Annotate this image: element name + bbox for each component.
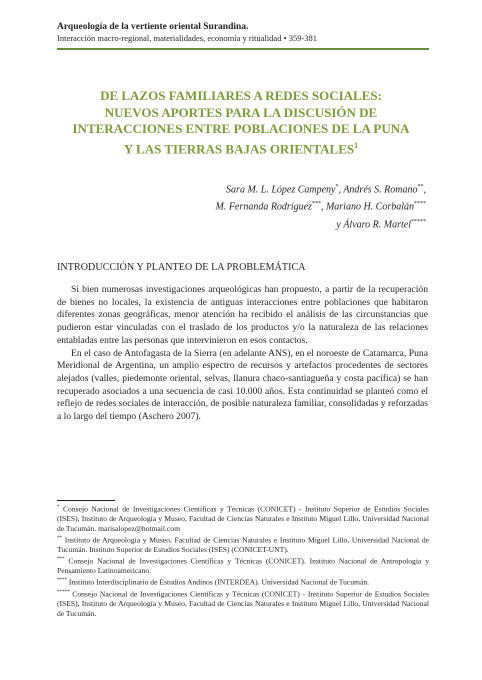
footnote <box>57 534 429 555</box>
footnote-mark: * <box>57 505 60 510</box>
footnote-text: Consejo Nacional de Investigaciones Científicas y Técnicas (CONICET). Instituto Nacional de Antropología y Pensamiento Latinoamericano. <box>57 556 429 576</box>
title-line-4 <box>40 138 442 158</box>
footnote-text: Instituto Interdisciplinario de Estudios Andinos (INTERDEA). Universidad Nacional de Tucumán. <box>67 577 370 587</box>
footnote-text: Consejo Nacional de Investigaciones Científicas y Técnicas (CONICET) - Instituto Superior de Estudios Sociales (ISES), Instituto de Arqueología y Museo, Facultad de Ciencias Naturales e Instituto Miguel Lillo, Universidad Nacional de Tucumán. marisalopez@hotmail.com <box>57 504 429 534</box>
author-separator: , <box>338 184 344 196</box>
footnote-text: Instituto de Arqueología y Museo, Facultad de Ciencias Naturales e Instituto Miguel Lillo, Universidad Nacional de Tucumán. Instituto Superior de Estudios Sociales (ISES) (CONICET-UNT). <box>57 535 429 555</box>
footnote-mark: ***** <box>57 589 70 595</box>
author-name: Sara M. L. López Campeny <box>226 184 336 196</box>
author-mark: ***** <box>411 218 426 225</box>
author-mark: **** <box>414 201 426 208</box>
running-header <box>57 21 437 44</box>
author-name: Mariano H. Corbalán <box>325 201 414 213</box>
author-conjunction: y <box>336 218 344 230</box>
footnote <box>57 588 429 619</box>
author-mark: * <box>335 184 339 190</box>
body-text <box>57 284 428 424</box>
footnote <box>57 555 429 576</box>
author-name: M. Fernanda Rodríguez <box>215 201 312 213</box>
footnote-mark: ** <box>57 535 62 541</box>
author-line-2 <box>216 197 426 214</box>
title-footnote-mark: 1 <box>354 140 359 150</box>
author-line-1 <box>216 180 426 197</box>
title-line-2: NUEVOS APORTES PARA LA DISCUSIÓN DE <box>104 104 378 120</box>
footnotes <box>57 503 429 618</box>
author-mark: ** <box>417 184 424 190</box>
author-line-3 <box>216 215 426 232</box>
author-list <box>216 180 426 232</box>
author-mark: *** <box>311 201 321 208</box>
journal-subtitle-text: Interacción macro-regional, materialidades, economía y ritualidad <box>57 33 282 43</box>
title-line-3: INTERACCIONES ENTRE POBLACIONES DE LA PUNA <box>72 121 410 136</box>
footnote <box>57 576 429 587</box>
paragraph: Si bien numerosas investigaciones arqueológicas han propuesto, a partir de la recuperación de bienes no locales, la existencia de antiguas interacciones entre poblaciones que habitaron diferentes zonas geográficas, menor atención ha recibido el análisis de las circunstancias que pudieron estar vinculadas con el traslado de los productos y/o la naturaleza de las relaciones entabladas entre las personas que intervinieron en esos contactos. <box>57 284 428 346</box>
footnote-rule <box>57 500 115 501</box>
page-range: 359-381 <box>288 33 318 43</box>
author-separator: , <box>320 201 326 213</box>
author-name: Andrés S. Romano <box>343 184 418 196</box>
journal-title: Arqueología de la vertiente oriental Surandina. <box>57 22 249 32</box>
article-title <box>40 88 442 157</box>
footnote-mark: *** <box>57 557 65 563</box>
footnote <box>57 503 429 534</box>
author-name: Álvaro R. Martel <box>343 218 411 230</box>
author-separator: , <box>423 184 426 196</box>
title-line-1: DE LAZOS FAMILIARES A REDES SOCIALES: <box>100 88 382 103</box>
footnote-text: Consejo Nacional de Investigaciones Científicas y Técnicas (CONICET) - Instituto Superior de Estudios Sociales (ISES), Instituto de Arqueología y Museo, Facultad de Ciencias Naturales e Instituto Miguel Lillo, Universidad Nacional de Tucumán. <box>57 589 429 618</box>
bullet-separator: • <box>283 33 287 43</box>
section-heading: INTRODUCCIÓN Y PLANTEO DE LA PROBLEMÁTICA <box>57 262 306 273</box>
paragraph: En el caso de Antofagasta de la Sierra (en adelante ANS), en el noroeste de Catamarca, Puna Meridional de Argentina, un amplio espectro de recursos y artefactos procedentes de sectores alejados (valles, piedemonte oriental, selvas, llanura chaco-santiagueña y costa pacífica) se han recuperado asociados a una secuencia de casi 10.000 años. Esta continuidad se planteó como el reflejo de redes sociales de interacción, de posible naturaleza familiar, consolidadas y reforzadas a lo largo del tiempo (Aschero 2007). <box>57 347 428 423</box>
title-line-4-text: Y LAS TIERRAS BAJAS ORIENTALES <box>123 140 355 156</box>
header-rule <box>57 48 429 50</box>
journal-subtitle <box>57 33 437 44</box>
footnote-mark: **** <box>57 578 67 584</box>
